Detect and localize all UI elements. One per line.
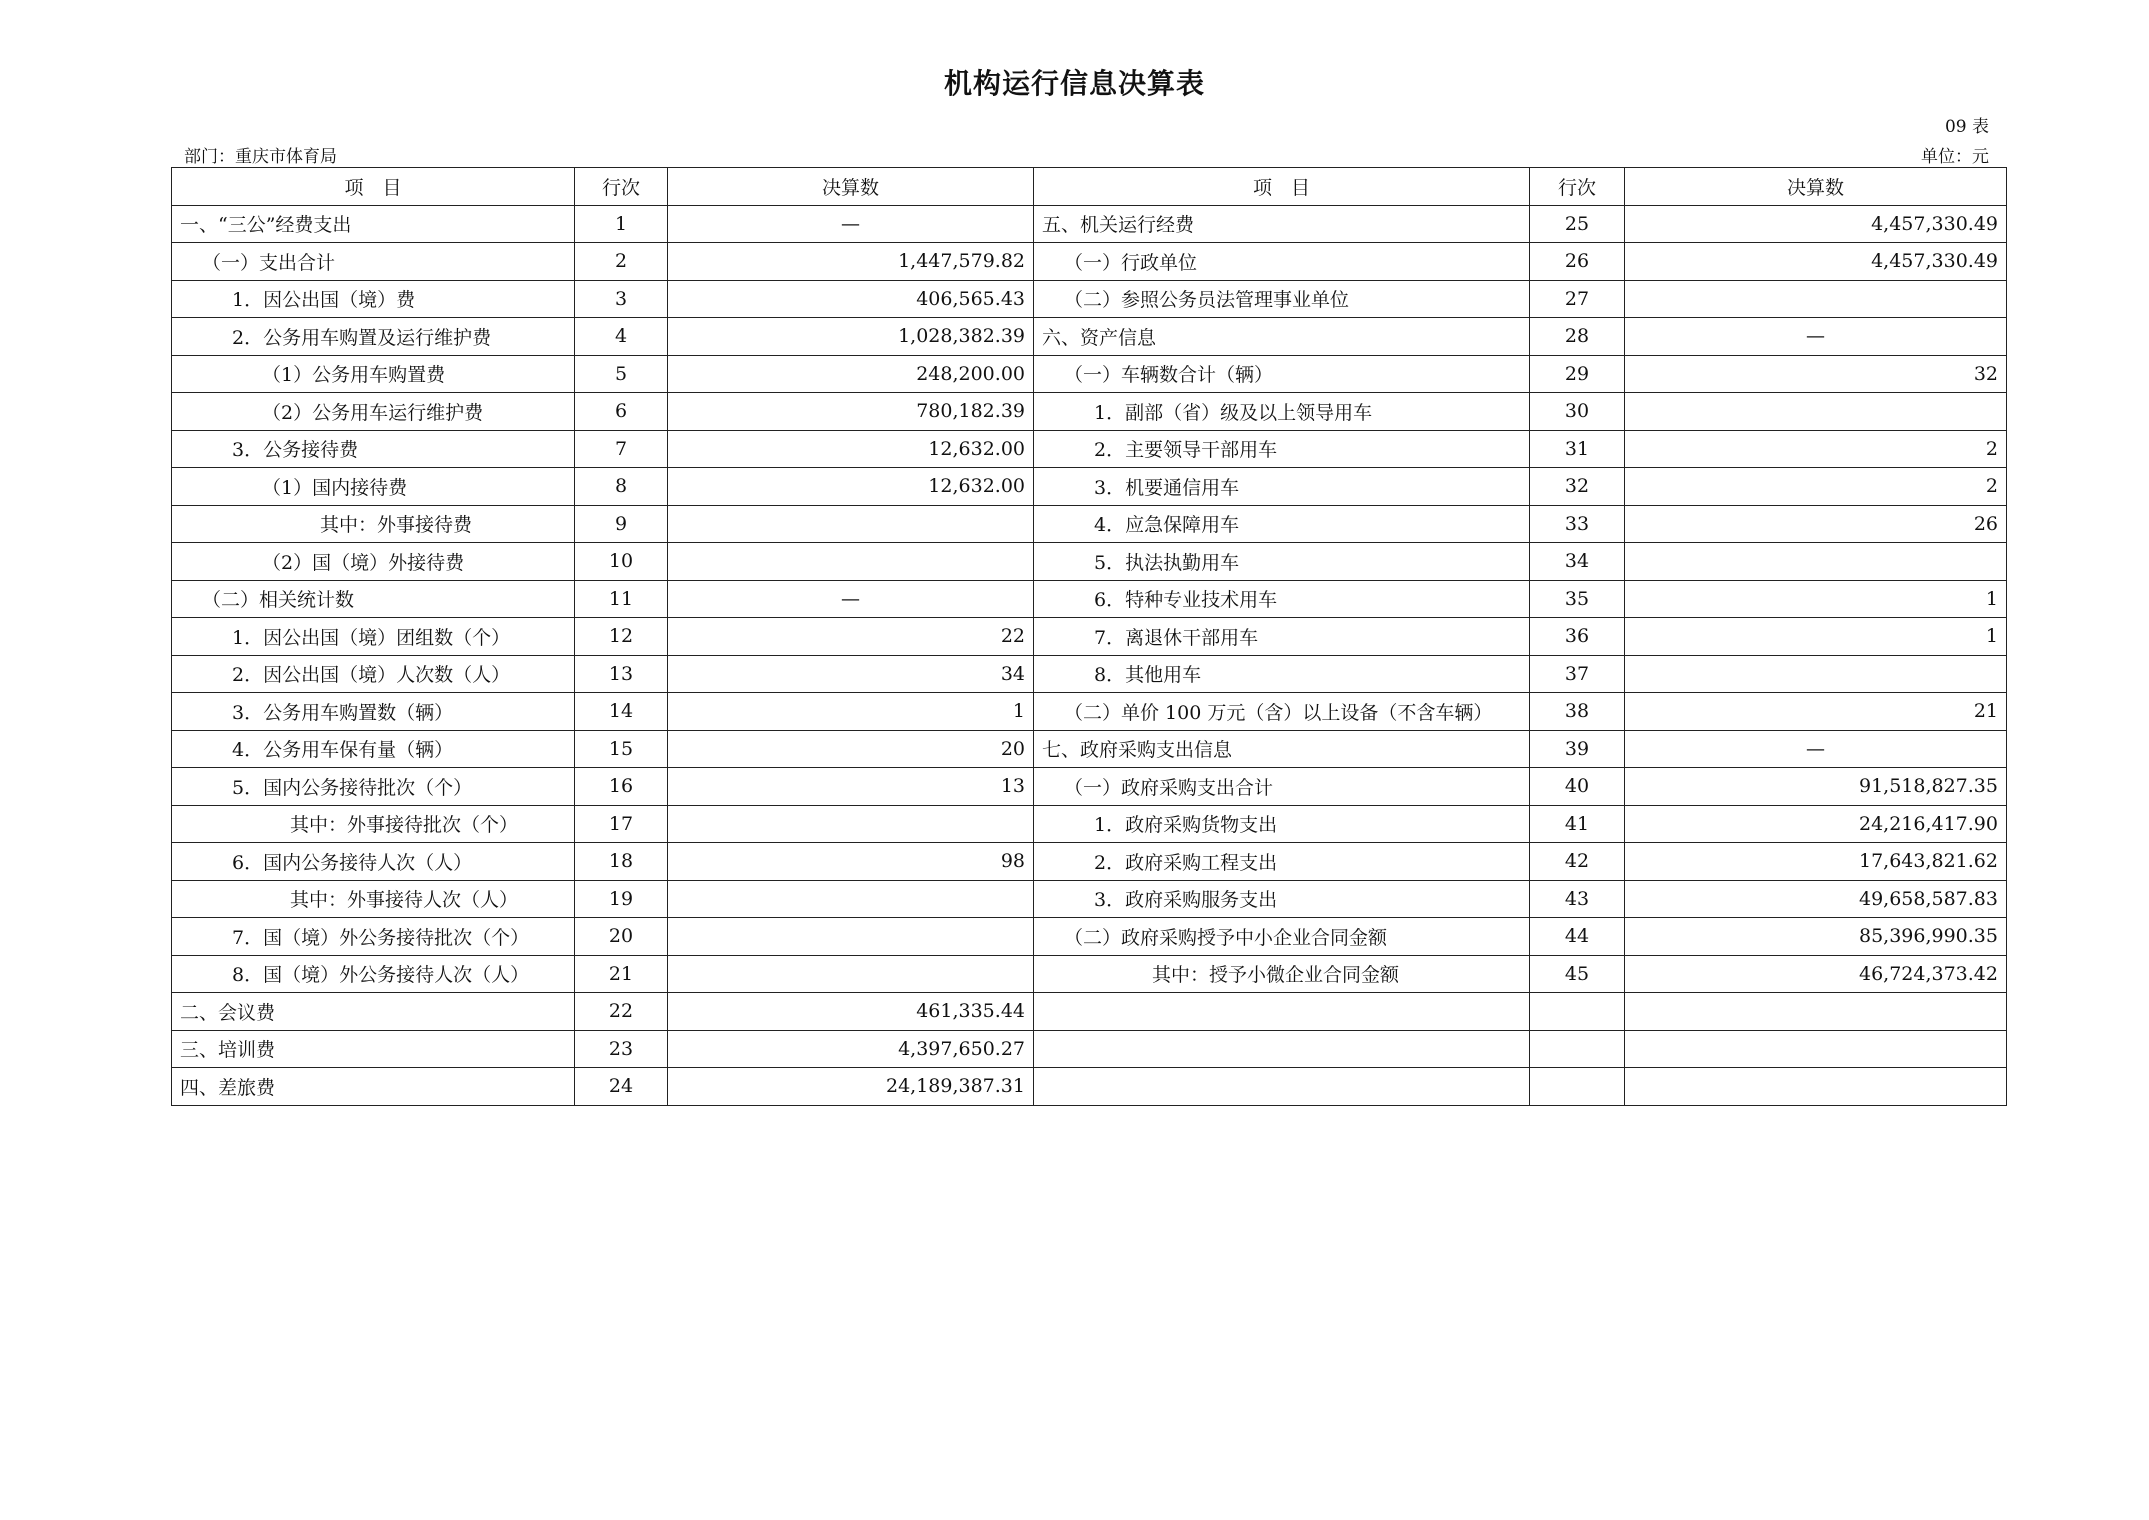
- department-label: 部门：重庆市体育局: [184, 147, 337, 167]
- line-no-right: 43: [1530, 880, 1625, 918]
- item-left: 7．国（境）外公务接待批次（个）: [172, 918, 575, 956]
- amount-left: 780,182.39: [668, 393, 1034, 431]
- amount-left: [668, 543, 1034, 581]
- line-no-right: 37: [1530, 655, 1625, 693]
- item-left: 三、培训费: [172, 1030, 575, 1068]
- table-row: [172, 468, 2007, 506]
- item-left: 其中：外事接待人次（人）: [172, 880, 575, 918]
- form-number: 09 表: [1944, 117, 1989, 137]
- line-no-right: 31: [1530, 430, 1625, 468]
- item-left: （2）国（境）外接待费: [172, 543, 575, 581]
- item-right: 2．主要领导干部用车: [1034, 430, 1530, 468]
- item-left: 1．因公出国（境）费: [172, 280, 575, 318]
- unit-label: 单位：元: [1921, 147, 1989, 167]
- item-right: 5．执法执勤用车: [1034, 543, 1530, 581]
- table-row: [172, 918, 2007, 956]
- item-left: 3．公务用车购置数（辆）: [172, 693, 575, 731]
- item-right: 五、机关运行经费: [1034, 205, 1530, 243]
- table-row: [172, 1030, 2007, 1068]
- line-no-right: 30: [1530, 393, 1625, 431]
- amount-right: 17,643,821.62: [1625, 843, 2007, 881]
- item-right: 七、政府采购支出信息: [1034, 730, 1530, 768]
- item-left: 1．因公出国（境）团组数（个）: [172, 618, 575, 656]
- line-no-left: 5: [575, 355, 668, 393]
- header-amount-right: 决算数: [1625, 168, 2007, 206]
- amount-left: 22: [668, 618, 1034, 656]
- table-row: [172, 280, 2007, 318]
- header-item-left: 项 目: [172, 168, 575, 206]
- item-right: [1034, 1030, 1530, 1068]
- line-no-right: [1530, 1030, 1625, 1068]
- table-row: [172, 655, 2007, 693]
- item-right: 1．副部（省）级及以上领导用车: [1034, 393, 1530, 431]
- amount-right: 4,457,330.49: [1625, 243, 2007, 281]
- table-body: [172, 205, 2007, 1105]
- line-no-left: 2: [575, 243, 668, 281]
- table-row: [172, 768, 2007, 806]
- line-no-right: [1530, 993, 1625, 1031]
- amount-left: [668, 805, 1034, 843]
- item-right: 1．政府采购货物支出: [1034, 805, 1530, 843]
- line-no-left: 18: [575, 843, 668, 881]
- amount-right: 1: [1625, 618, 2007, 656]
- table-row: [172, 505, 2007, 543]
- item-left: 8．国（境）外公务接待人次（人）: [172, 955, 575, 993]
- item-left: 其中：外事接待批次（个）: [172, 805, 575, 843]
- amount-right: 21: [1625, 693, 2007, 731]
- line-no-left: 16: [575, 768, 668, 806]
- line-no-left: 12: [575, 618, 668, 656]
- line-no-right: 34: [1530, 543, 1625, 581]
- item-right: [1034, 993, 1530, 1031]
- amount-right: [1625, 393, 2007, 431]
- line-no-right: 40: [1530, 768, 1625, 806]
- line-no-left: 6: [575, 393, 668, 431]
- item-left: （一）支出合计: [172, 243, 575, 281]
- line-no-right: 29: [1530, 355, 1625, 393]
- item-left: 4．公务用车保有量（辆）: [172, 730, 575, 768]
- item-right: 六、资产信息: [1034, 318, 1530, 356]
- table-row: [172, 580, 2007, 618]
- amount-right: [1625, 993, 2007, 1031]
- item-right: 其中：授予小微企业合同金额: [1034, 955, 1530, 993]
- item-left: 2．因公出国（境）人次数（人）: [172, 655, 575, 693]
- header-item-right: 项 目: [1034, 168, 1530, 206]
- amount-right: 32: [1625, 355, 2007, 393]
- amount-right: 26: [1625, 505, 2007, 543]
- table-row: [172, 618, 2007, 656]
- item-right: 4．应急保障用车: [1034, 505, 1530, 543]
- item-left: 2．公务用车购置及运行维护费: [172, 318, 575, 356]
- table-row: [172, 1068, 2007, 1106]
- line-no-left: 9: [575, 505, 668, 543]
- amount-left: 34: [668, 655, 1034, 693]
- table-header-row: [172, 168, 2007, 206]
- table-row: [172, 843, 2007, 881]
- amount-right: 4,457,330.49: [1625, 205, 2007, 243]
- line-no-left: 21: [575, 955, 668, 993]
- line-no-left: 4: [575, 318, 668, 356]
- item-right: 8．其他用车: [1034, 655, 1530, 693]
- amount-left: 98: [668, 843, 1034, 881]
- header-line-right: 行次: [1530, 168, 1625, 206]
- item-left: 一、“三公”经费支出: [172, 205, 575, 243]
- amount-left: 12,632.00: [668, 430, 1034, 468]
- amount-left: 1,028,382.39: [668, 318, 1034, 356]
- amount-right: 2: [1625, 468, 2007, 506]
- line-no-left: 20: [575, 918, 668, 956]
- amount-right: [1625, 1068, 2007, 1106]
- line-no-right: 44: [1530, 918, 1625, 956]
- item-right: （一）政府采购支出合计: [1034, 768, 1530, 806]
- line-no-right: 38: [1530, 693, 1625, 731]
- page-title: 机构运行信息决算表: [943, 67, 1205, 100]
- line-no-left: 15: [575, 730, 668, 768]
- amount-left: [668, 918, 1034, 956]
- line-no-right: [1530, 1068, 1625, 1106]
- line-no-left: 7: [575, 430, 668, 468]
- line-no-left: 8: [575, 468, 668, 506]
- line-no-right: 28: [1530, 318, 1625, 356]
- item-left: （2）公务用车运行维护费: [172, 393, 575, 431]
- table-row: [172, 955, 2007, 993]
- item-left: （1）国内接待费: [172, 468, 575, 506]
- amount-left: 1: [668, 693, 1034, 731]
- table-row: [172, 805, 2007, 843]
- line-no-right: 36: [1530, 618, 1625, 656]
- amount-left: 461,335.44: [668, 993, 1034, 1031]
- amount-right: 91,518,827.35: [1625, 768, 2007, 806]
- line-no-right: 42: [1530, 843, 1625, 881]
- table-row: [172, 543, 2007, 581]
- line-no-right: 25: [1530, 205, 1625, 243]
- amount-left: [668, 955, 1034, 993]
- item-right: 6．特种专业技术用车: [1034, 580, 1530, 618]
- item-right: [1034, 1068, 1530, 1106]
- table-row: [172, 243, 2007, 281]
- operation-info-table: [171, 167, 2007, 1106]
- item-left: 二、会议费: [172, 993, 575, 1031]
- amount-right: 85,396,990.35: [1625, 918, 2007, 956]
- line-no-left: 17: [575, 805, 668, 843]
- line-no-right: 35: [1530, 580, 1625, 618]
- amount-left: 406,565.43: [668, 280, 1034, 318]
- line-no-right: 41: [1530, 805, 1625, 843]
- amount-right: 46,724,373.42: [1625, 955, 2007, 993]
- amount-left: 1,447,579.82: [668, 243, 1034, 281]
- item-left: 3．公务接待费: [172, 430, 575, 468]
- item-left: 其中：外事接待费: [172, 505, 575, 543]
- amount-left: 4,397,650.27: [668, 1030, 1034, 1068]
- amount-left: [668, 880, 1034, 918]
- line-no-right: 45: [1530, 955, 1625, 993]
- amount-right: 1: [1625, 580, 2007, 618]
- item-right: 3．政府采购服务支出: [1034, 880, 1530, 918]
- item-left: 四、差旅费: [172, 1068, 575, 1106]
- item-left: （二）相关统计数: [172, 580, 575, 618]
- line-no-right: 26: [1530, 243, 1625, 281]
- amount-right: [1625, 1030, 2007, 1068]
- line-no-right: 27: [1530, 280, 1625, 318]
- item-right: （二）单价 100 万元（含）以上设备（不含车辆）: [1034, 693, 1530, 731]
- amount-right: [1625, 543, 2007, 581]
- item-right: 3．机要通信用车: [1034, 468, 1530, 506]
- item-right: （二）参照公务员法管理事业单位: [1034, 280, 1530, 318]
- line-no-left: 3: [575, 280, 668, 318]
- amount-left: 13: [668, 768, 1034, 806]
- item-left: （1）公务用车购置费: [172, 355, 575, 393]
- line-no-left: 19: [575, 880, 668, 918]
- line-no-left: 13: [575, 655, 668, 693]
- amount-right: —: [1625, 318, 2007, 356]
- line-no-left: 1: [575, 205, 668, 243]
- table-row: [172, 318, 2007, 356]
- amount-right: [1625, 280, 2007, 318]
- table-row: [172, 880, 2007, 918]
- amount-left: 20: [668, 730, 1034, 768]
- table-row: [172, 205, 2007, 243]
- table-row: [172, 730, 2007, 768]
- item-left: 6．国内公务接待人次（人）: [172, 843, 575, 881]
- amount-left: [668, 505, 1034, 543]
- header-amount-left: 决算数: [668, 168, 1034, 206]
- line-no-right: 32: [1530, 468, 1625, 506]
- amount-right: —: [1625, 730, 2007, 768]
- table-row: [172, 355, 2007, 393]
- line-no-left: 14: [575, 693, 668, 731]
- line-no-left: 11: [575, 580, 668, 618]
- line-no-left: 24: [575, 1068, 668, 1106]
- line-no-left: 10: [575, 543, 668, 581]
- amount-right: 2: [1625, 430, 2007, 468]
- amount-left: —: [668, 205, 1034, 243]
- item-right: 2．政府采购工程支出: [1034, 843, 1530, 881]
- header-line-left: 行次: [575, 168, 668, 206]
- amount-right: 49,658,587.83: [1625, 880, 2007, 918]
- amount-left: —: [668, 580, 1034, 618]
- amount-right: [1625, 655, 2007, 693]
- line-no-right: 33: [1530, 505, 1625, 543]
- amount-left: 248,200.00: [668, 355, 1034, 393]
- line-no-left: 23: [575, 1030, 668, 1068]
- table-row: [172, 393, 2007, 431]
- amount-left: 24,189,387.31: [668, 1068, 1034, 1106]
- line-no-left: 22: [575, 993, 668, 1031]
- table-row: [172, 693, 2007, 731]
- table-row: [172, 993, 2007, 1031]
- table-row: [172, 430, 2007, 468]
- item-left: 5．国内公务接待批次（个）: [172, 768, 575, 806]
- item-right: （一）行政单位: [1034, 243, 1530, 281]
- item-right: 7．离退休干部用车: [1034, 618, 1530, 656]
- amount-right: 24,216,417.90: [1625, 805, 2007, 843]
- line-no-right: 39: [1530, 730, 1625, 768]
- item-right: （二）政府采购授予中小企业合同金额: [1034, 918, 1530, 956]
- item-right: （一）车辆数合计（辆）: [1034, 355, 1530, 393]
- amount-left: 12,632.00: [668, 468, 1034, 506]
